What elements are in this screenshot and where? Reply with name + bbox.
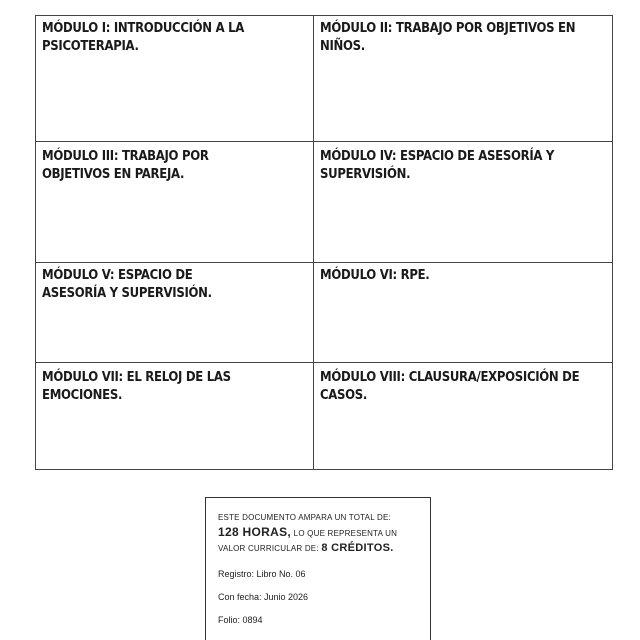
module-2-cell — [314, 16, 612, 141]
module-2-label: MÓDULO II: TRABAJO POR OBJETIVOS EN NIÑOS. — [320, 21, 576, 54]
module-3-cell — [36, 142, 286, 262]
module-8-cell — [314, 363, 612, 469]
module-8-label: MÓDULO VIII: CLAUSURA/EXPOSICIÓN DE CASOS. — [320, 370, 580, 403]
registro-text: Registro: Libro No. 06 — [218, 569, 306, 579]
module-6-cell — [314, 263, 612, 362]
module-6-label: MÓDULO VI: RPE. — [320, 268, 430, 283]
module-4-cell — [314, 142, 612, 262]
certificate-box — [205, 497, 431, 640]
hours-value: 128 HORAS, — [218, 525, 292, 539]
credits-value: 8 CRÉDITOS. — [321, 542, 394, 554]
module-4-label: MÓDULO IV: ESPACIO DE ASESORÍA Y SUPERVISIÓN. — [320, 149, 555, 182]
certificate-line3: VALOR CURRICULAR DE: — [218, 544, 319, 553]
module-5-cell — [36, 263, 266, 362]
fecha-text: Con fecha: Junio 2026 — [218, 592, 309, 602]
certificate-line2: LO QUE REPRESENTA UN — [293, 529, 398, 538]
certificate-statement — [218, 511, 418, 556]
module-1-label: MÓDULO I: INTRODUCCIÓN A LA PSICOTERAPIA. — [42, 21, 244, 54]
module-3-label: MÓDULO III: TRABAJO POR OBJETIVOS EN PAREJA. — [42, 149, 209, 182]
module-7-cell — [36, 363, 313, 469]
module-7-label: MÓDULO VII: EL RELOJ DE LAS EMOCIONES. — [42, 370, 231, 403]
module-5-label: MÓDULO V: ESPACIO DE ASESORÍA Y SUPERVISIÓN. — [42, 268, 212, 301]
certificate-line1: ESTE DOCUMENTO AMPARA UN TOTAL DE: — [218, 513, 391, 522]
folio-text: Folio: 0894 — [218, 615, 263, 625]
modules-table — [35, 15, 613, 470]
module-1-cell — [36, 16, 313, 141]
